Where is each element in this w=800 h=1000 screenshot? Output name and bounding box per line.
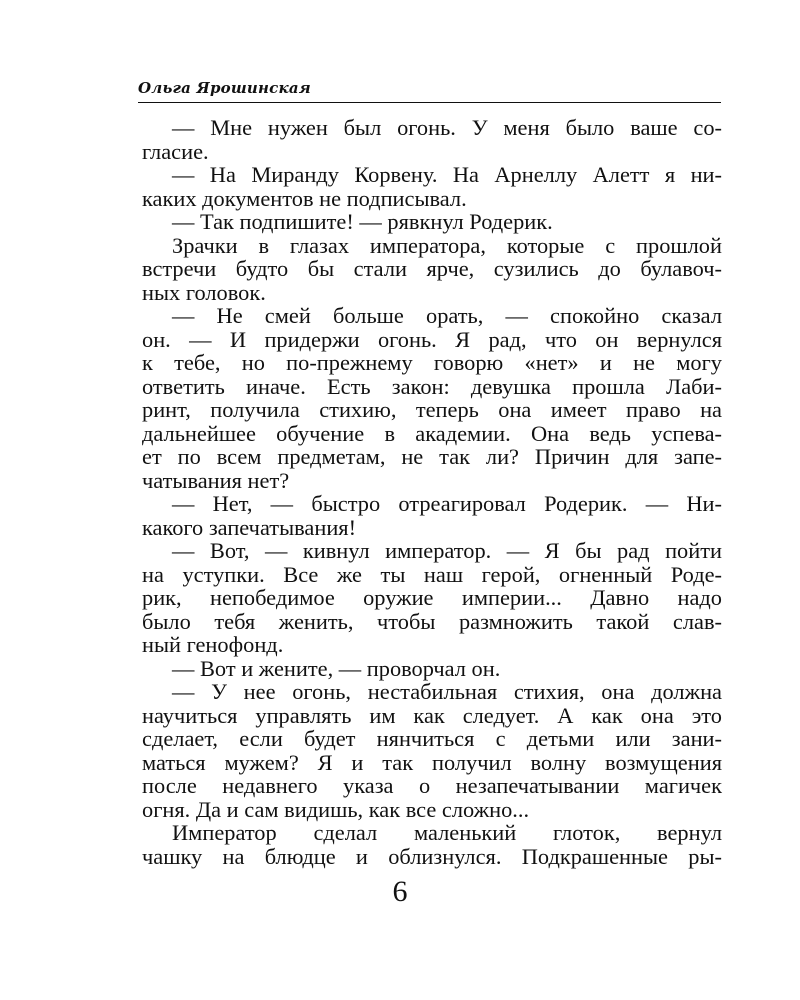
text-line: было тебя женить, чтобы размножить такой слав- (142, 608, 722, 634)
text-line: сделает, если будет нянчиться с детьми или зани- (142, 726, 722, 751)
text-line: — Не смей больше орать, — спокойно сказал (172, 303, 722, 328)
text-line: каких документов не подписывал. (142, 185, 467, 211)
text-line: ных головок. (142, 279, 266, 305)
text-line: ответить иначе. Есть закон: девушка прошла Лаби- (142, 373, 722, 399)
text-line: встречи будто бы стали ярче, сузились до булавоч- (142, 256, 722, 281)
text-line: огня. Да и сам видишь, как все сложно... (142, 796, 530, 822)
text-line: — Вот и жените, — проворчал он. (172, 655, 501, 681)
text-line: — На Миранду Корвену. На Арнеллу Алетт я ни- (172, 162, 722, 187)
text-line: ет по всем предметам, не так ли? Причин для запе- (142, 444, 722, 469)
text-line: — Мне нужен был огонь. У меня было ваше со- (172, 115, 722, 140)
text-line: научиться управлять им как следует. А как она это (142, 702, 722, 728)
text-line: дальнейшее обучение в академии. Она ведь успева- (142, 420, 722, 446)
text-line: чашку на блюдце и облизнулся. Подкрашенные ры- (142, 843, 722, 869)
text-line: маться мужем? Я и так получил волну возмущения (142, 749, 722, 775)
text-line: ринт, получила стихию, теперь она имеет право на (142, 397, 722, 422)
text-line: — У нее огонь, нестабильная стихия, она должна (172, 679, 722, 704)
running-header (138, 79, 721, 103)
text-line: ный генофонд. (142, 632, 284, 657)
text-line: рик, непобедимое оружие империи... Давно надо (142, 585, 722, 610)
text-line: Зрачки в глазах императора, которые с прошлой (172, 232, 722, 258)
text-line: на уступки. Все же ты наш герой, огненный Роде- (142, 561, 722, 587)
text-line: он. — И придержи огонь. Я рад, что он вернулся (142, 326, 722, 352)
text-line: после недавнего указа о незапечатывании магичек (142, 773, 722, 798)
text-line: — Нет, — быстро отреагировал Родерик. — Ни- (172, 491, 722, 516)
page-body-text (142, 116, 722, 868)
text-line: какого запечатывания! (142, 514, 357, 540)
text-line: Император сделал маленький глоток, вернул (172, 820, 722, 845)
author-name: Ольга Ярошинская (138, 79, 311, 97)
text-line: гласие. (142, 138, 209, 164)
text-line: чатывания нет? (142, 467, 290, 493)
page-number: 6 (392, 875, 408, 908)
text-line: — Вот, — кивнул император. — Я бы рад пойти (172, 538, 722, 563)
text-line: — Так подпишите! — рявкнул Родерик. (172, 209, 553, 234)
text-line: к тебе, но по-прежнему говорю «нет» и не могу (142, 350, 722, 375)
